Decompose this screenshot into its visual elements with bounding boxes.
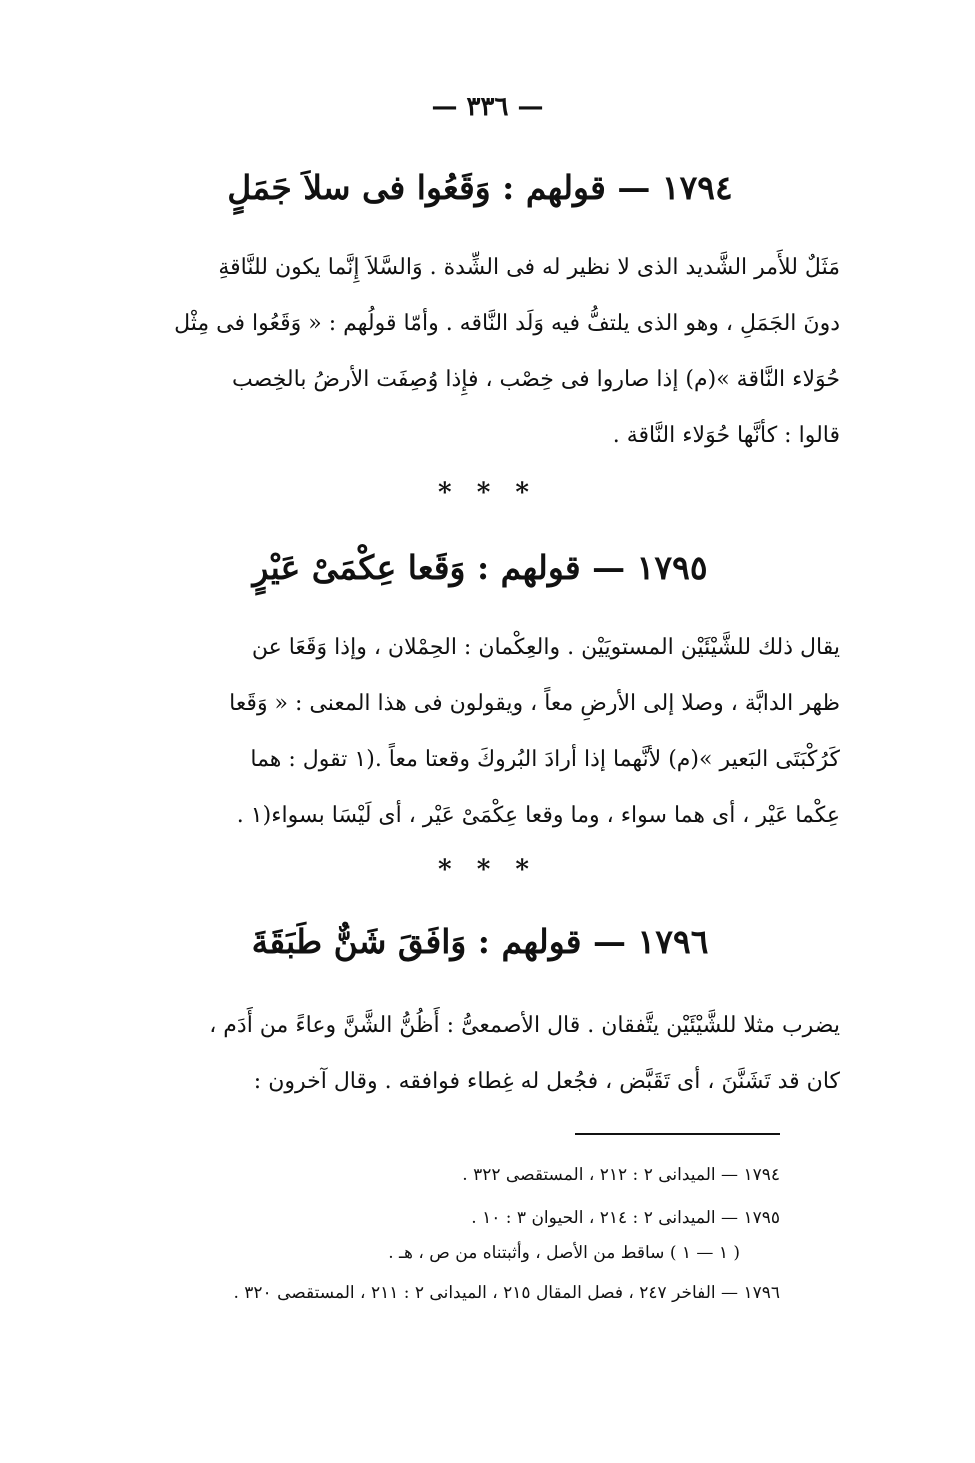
footnote-divider <box>575 1133 780 1135</box>
text-line: كَرُكْبَتَى البَعير »(م) لأنَّهما إذا أرادَ البُروكَ وقعتا معاً .(١ تقول : هما <box>250 747 840 772</box>
entry-text-1795 <box>128 620 840 844</box>
page-number: — ٣٣٦ — <box>431 92 544 122</box>
text-line: مَثَلٌ للأَمر الشَّديد الذى لا نظير له فى الشِّدة . وَالسَّلاَ إِنَّما يكون للنَّاقةِ <box>218 255 840 280</box>
section-separator: * * * <box>438 855 537 885</box>
entry-heading-1795: ١٧٩٥ — قولهم : وَقَعا عِكْمَىْ عَيْرٍ <box>252 548 708 587</box>
footnote-1794: ١٧٩٤ — الميدانى ٢ : ٢١٢ ، المستقصى ٣٢٢ . <box>462 1165 780 1185</box>
section-separator: * * * <box>438 478 537 508</box>
text-line: عِكْما عَيْر ، أى هما سواء ، وما وقعا عِكْمَىْ عَيْر ، أى لَيْسَا بسواء(١ . <box>236 803 840 828</box>
text-line: ظهر الدابَّة ، وصلا إلى الأرضِ معاً ، ويقولون فى هذا المعنى : « وَقَعا <box>229 691 840 716</box>
text-line: يضرب مثلا للشَّيْئَيْن يتَّفقان . قال الأصمعىُّ : أَظُنُّ الشَّنَّ وعاءً من أَدَم ، <box>209 1013 840 1038</box>
text-line: دونَ الجَمَلِ ، وهو الذى يلتفُّ فيه وَلَد النَّاقه . وأمّا قولُهم : « وَقَعُوا فى مِثْل <box>174 311 840 336</box>
text-line: قالوا : كأنَّها حُوَلاء النَّاقة . <box>612 423 840 448</box>
entry-heading-1796: ١٧٩٦ — قولهم : وَافَقَ شَنٌّ طَبَقَةَ <box>251 922 709 961</box>
text-line: يقال ذلك للشَّيْئَيْن المستويَيْن . والعِكْمان : الحِمْلان ، وإذا وَقَعَا عن <box>251 635 840 660</box>
text-line: كان قد تَشَنَّنَ ، أى تَقَبَّض ، فجُعل له غِطاء فوافقه . وقال آخرون : <box>253 1069 840 1094</box>
entry-text-1796 <box>128 998 840 1110</box>
entry-text-1794 <box>128 240 840 464</box>
footnote-omission: ( ١ — ١ ) ساقط من الأصل ، وأثبتناه من ص ، هـ . <box>388 1243 740 1263</box>
text-line: حُوَلاء النَّاقة »(م) إذا صاروا فى خِصْب ، فإِذا وُصِفَت الأرضُ بالخِصب <box>232 367 840 392</box>
footnote-1795: ١٧٩٥ — الميدانى ٢ : ٢١٤ ، الحيوان ٣ : ١٠ . <box>471 1208 780 1228</box>
footnote-1796: ١٧٩٦ — الفاخر ٢٤٧ ، فصل المقال ٢١٥ ، الميدانى ٢ : ٢١١ ، المستقصى ٣٢٠ . <box>233 1283 780 1303</box>
entry-heading-1794: ١٧٩٤ — قولهم : وَقَعُوا فى سلاَ جَمَلٍ <box>227 168 733 207</box>
